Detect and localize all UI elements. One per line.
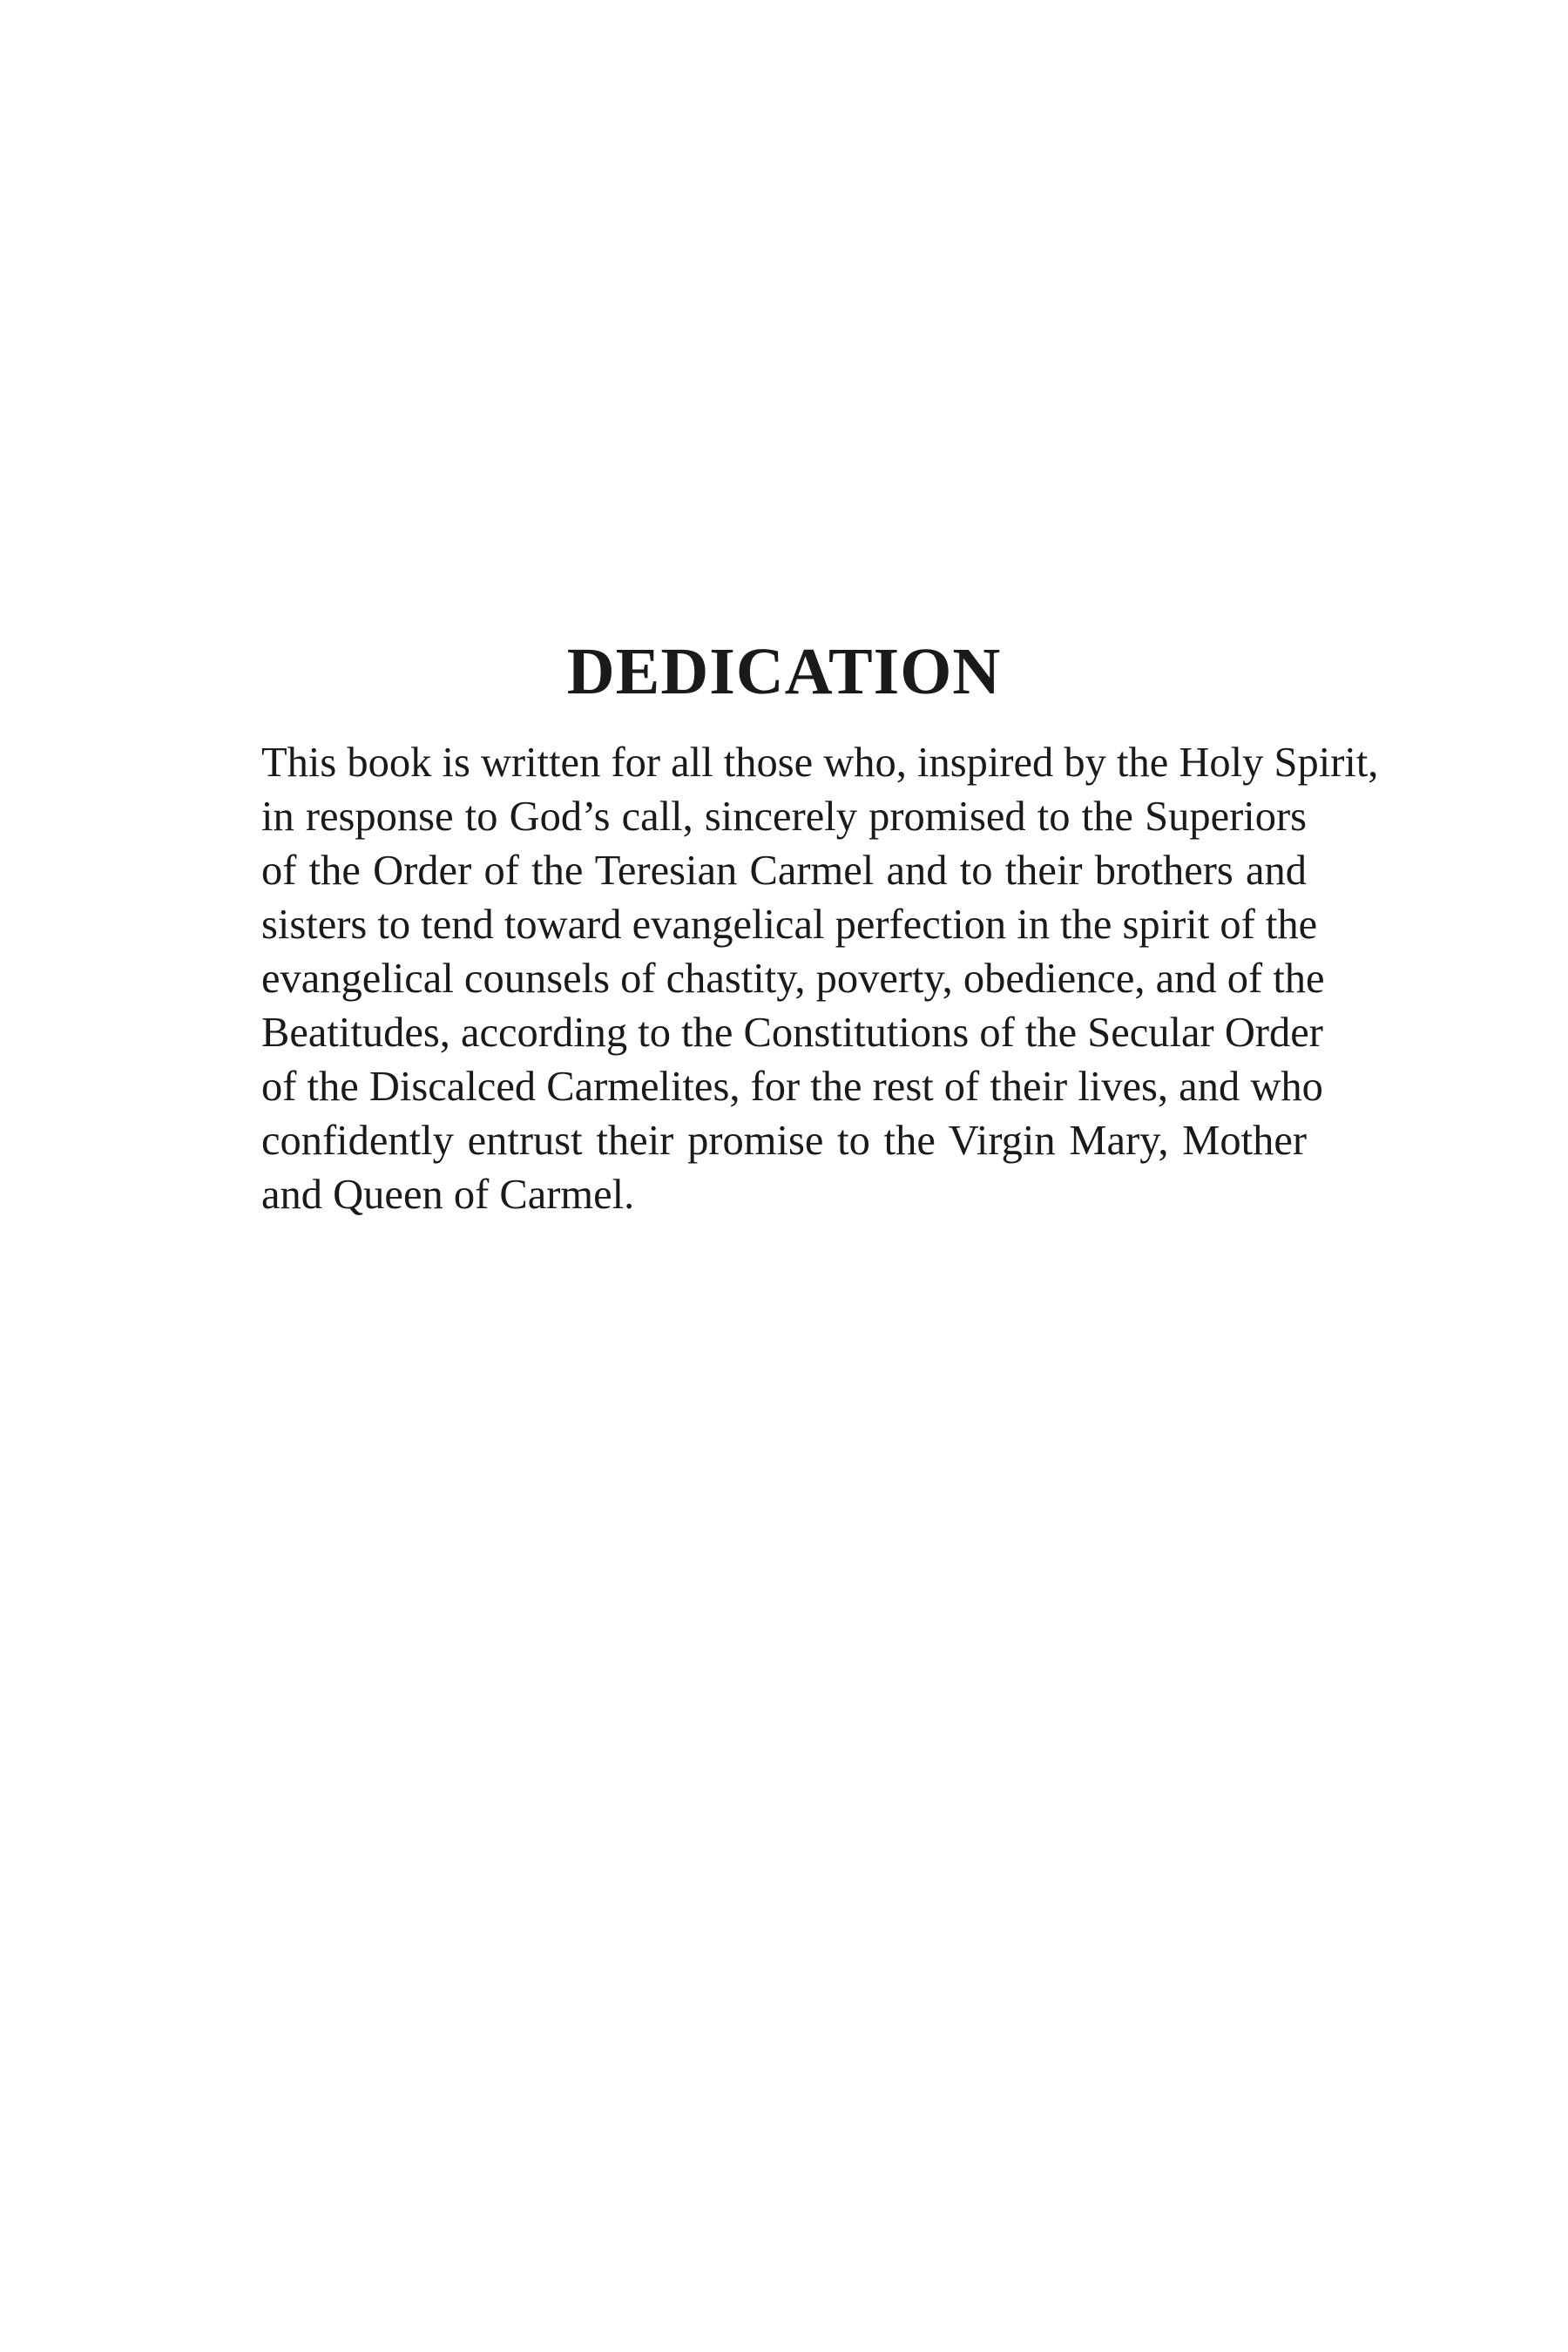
- dedication-line: and Queen of Carmel.: [261, 1172, 635, 1218]
- dedication-heading: DEDICATION: [566, 635, 1002, 708]
- dedication-text: [261, 736, 1379, 1222]
- dedication-line: sisters to tend toward evangelical perfection in the spirit of the: [261, 902, 1318, 948]
- dedication-line: in response to God’s call, sincerely promised to the Superiors: [261, 794, 1307, 840]
- dedication-line: of the Order of the Teresian Carmel and to their brothers and: [261, 848, 1307, 894]
- dedication-line: of the Discalced Carmelites, for the rest of their lives, and who: [261, 1064, 1323, 1110]
- dedication-line: confidently entrust their promise to the Virgin Mary, Mother: [261, 1118, 1307, 1164]
- dedication-line: evangelical counsels of chastity, poverty, obedience, and of the: [261, 956, 1325, 1002]
- dedication-line: This book is written for all those who, inspired by the Holy Spirit,: [261, 740, 1379, 786]
- dedication-line: Beatitudes, according to the Constitutions of the Secular Order: [261, 1010, 1323, 1056]
